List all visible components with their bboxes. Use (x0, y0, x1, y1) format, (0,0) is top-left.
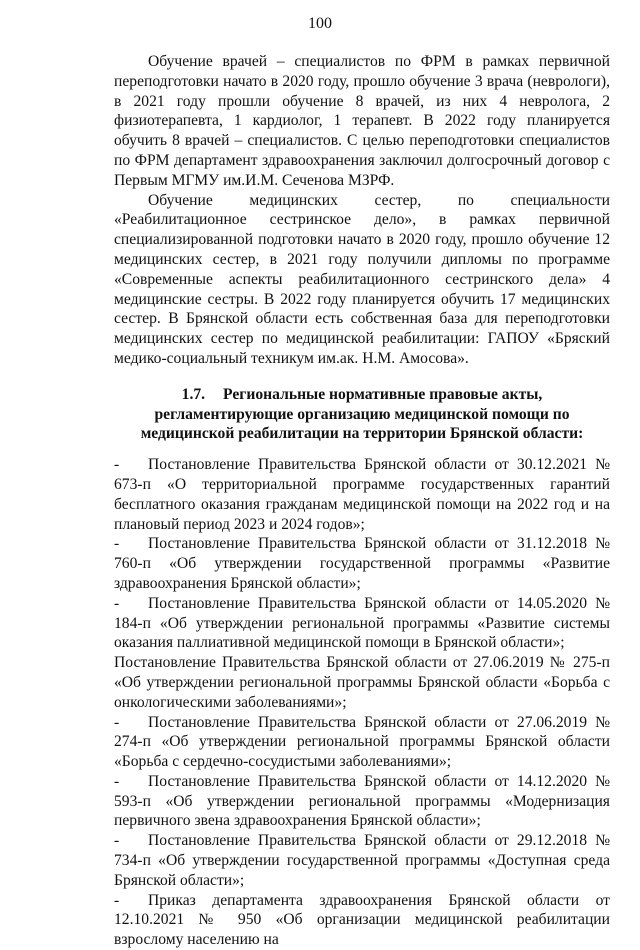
list-item (114, 713, 610, 772)
list-item (114, 653, 610, 712)
paragraph-nurses-training: Обучение медицинских сестер, по специальности «Реабилитационное сестринское дело», в рамках первичной специализированной подготовки начато в 2020 году, прошло обучение 12 медицинских сестер, в 2021 году получили дипломы по программе «Современные аспекты реабилитационного сестринского дела» 4 медицинские сестры. В 2022 году планируется обучить 17 медицинских сестер. В Брянской области есть собственная база для переподготовки медицинских сестер по медицинской реабилитации: ГАПОУ «Бряский медико-социальный техникум им.ак. Н.М. Амосова». (114, 191, 610, 367)
section-title: Региональные нормативные правовые акты, регламентирующие организацию медицинской помощи по медицинской реабилитации на территории Брянской области: (140, 385, 584, 443)
section-heading (114, 385, 610, 444)
list-item-text: Постановление Правительства Брянской области от 14.05.2020 № 184-п «Об утверждении региональной программы «Развитие системы оказания паллиативной медицинской помощи в Брянской области»; (114, 594, 610, 652)
list-item (114, 772, 610, 831)
legal-acts-list (114, 455, 610, 950)
list-item-text: Постановление Правительства Брянской области от 31.12.2018 № 760-п «Об утверждении государственной программы «Развитие здравоохранения Брянской области»; (114, 535, 610, 592)
paragraph-doctors-training: Обучение врачей – специалистов по ФРМ в рамках первичной переподготовки начато в 2020 году, прошло обучение 3 врача (неврологи), в 2021 году прошли обучение 8 врачей, из них 4 невролога, 2 физиотерапевта, 1 кардиолог, 1 терапевт. В 2022 году планируется обучить 8 врачей – специалистов. С целью переподготовки специалистов по ФРМ департамент здравоохранения заключил долгосрочный договор с Первым МГМУ им.И.М. Сеченова МЗРФ. (114, 53, 610, 189)
list-item-text: Постановление Правительства Брянской области от 14.12.2020 № 593-п «Об утверждении региональной программы «Модернизация первичного звена здравоохранения Брянской области»; (114, 772, 610, 830)
list-dash: - (114, 891, 120, 909)
list-item-text: Постановление Правительства Брянской области от 30.12.2021 № 673-п «О территориальной программе государственных гарантий бесплатного оказания гражданам медицинской помощи на 2022 год и на плановый период 2023 и 2024 годов»; (114, 456, 610, 533)
list-item (114, 455, 610, 534)
list-dash: - (114, 594, 120, 612)
list-dash: - (114, 535, 120, 553)
page-number: 100 (308, 15, 332, 32)
list-item (114, 534, 610, 593)
list-item (114, 891, 610, 950)
list-dash: - (114, 832, 120, 850)
section-number: 1.7. (181, 385, 206, 403)
list-item-text: Постановление Правительства Брянской области от 27.06.2019 № 274-п «Об утверждении региональной программы Брянской области «Борьба с сердечно-сосудистыми заболеваниями»; (114, 713, 610, 771)
list-dash: - (114, 456, 120, 474)
list-item (114, 594, 610, 653)
list-item (114, 831, 610, 890)
list-item-text: Приказ департамента здравоохранения Брянской области от 12.10.2021 № 950 «Об организации медицинской реабилитации взрослому населению на (114, 891, 610, 949)
list-dash: - (114, 713, 120, 731)
page-content (114, 52, 610, 950)
list-item-text: Постановление Правительства Брянской области от 29.12.2018 № 734-п «Об утверждении государственной программы «Доступная среда Брянской области»; (114, 832, 610, 889)
list-item-text: Постановление Правительства Брянской области от 27.06.2019 № 275-п «Об утверждении региональной программы Брянской области «Борьба с онкологическими заболеваниями»; (114, 654, 610, 711)
list-dash: - (114, 772, 120, 790)
